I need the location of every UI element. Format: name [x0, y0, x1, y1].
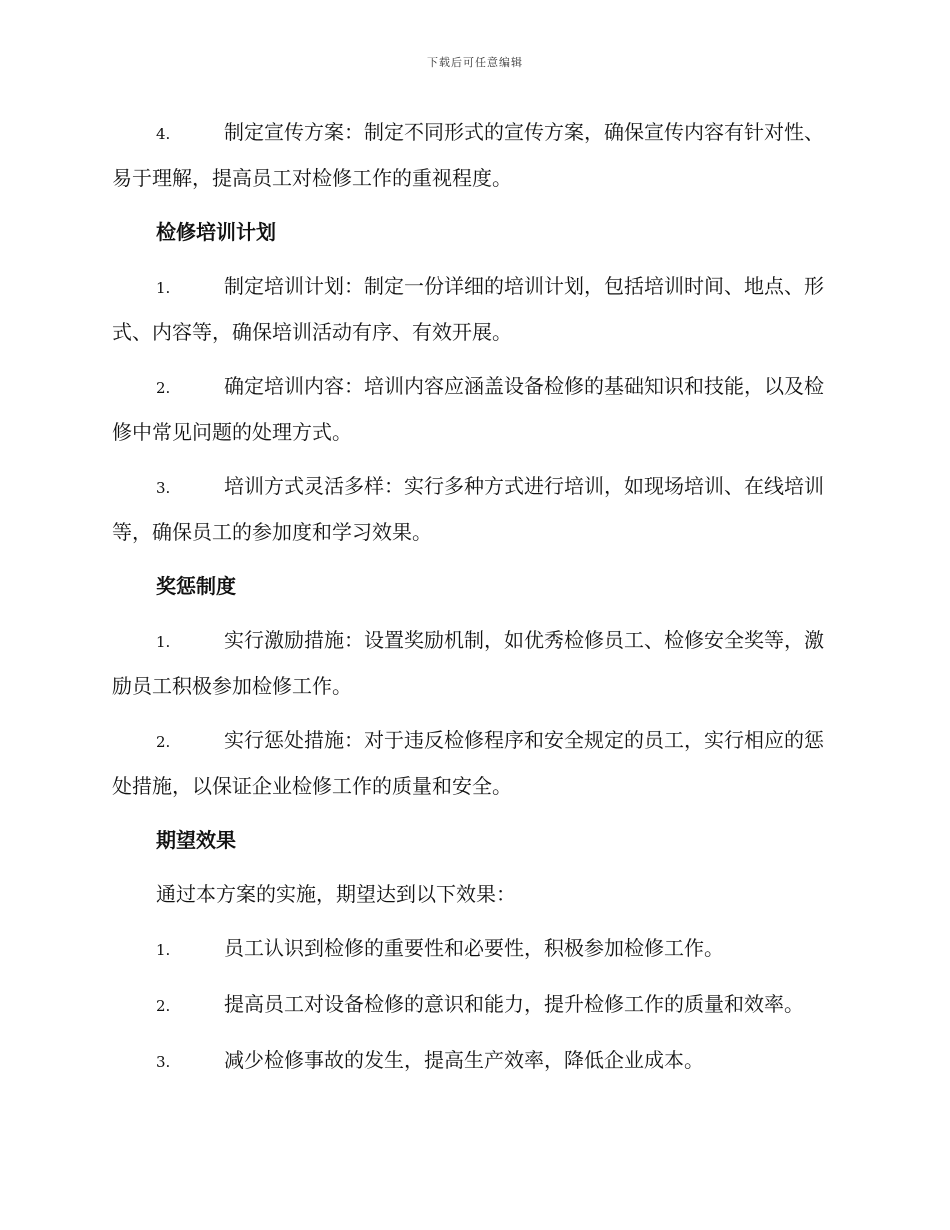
list-text: 实行激励措施：设置奖励机制，如优秀检修员工、检修安全奖等，激励员工积极参加检修工作。: [112, 628, 824, 698]
section-heading: 检修培训计划: [156, 220, 276, 244]
list-item: [112, 718, 838, 808]
list-text: 提高员工对设备检修的意识和能力，提升检修工作的质量和效率。: [224, 992, 804, 1016]
list-text: 制定宣传方案：制定不同形式的宣传方案，确保宣传内容有针对性、易于理解，提高员工对检修工作的重视程度。: [112, 120, 824, 190]
list-text: 实行惩处措施：对于违反检修程序和安全规定的员工，实行相应的惩处措施，以保证企业检修工作的质量和安全。: [112, 728, 824, 798]
list-text: 制定培训计划：制定一份详细的培训计划，包括培训时间、地点、形式、内容等，确保培训活动有序、有效开展。: [112, 274, 824, 344]
list-item: [112, 364, 838, 454]
list-number: 2.: [156, 733, 171, 751]
list-item: [112, 110, 838, 200]
section-heading: 奖惩制度: [156, 574, 236, 598]
list-text: 员工认识到检修的重要性和必要性，积极参加检修工作。: [224, 936, 724, 960]
list-text: 培训方式灵活多样：实行多种方式进行培训，如现场培训、在线培训等，确保员工的参加度和学习效果。: [112, 474, 824, 544]
list-number: 3.: [156, 479, 171, 497]
document-body: [112, 110, 838, 1094]
list-number: 2.: [156, 379, 171, 397]
list-item: [112, 464, 838, 554]
list-number: 1.: [156, 633, 171, 651]
page-header: 下载后可任意编辑: [427, 56, 523, 69]
paragraph: 通过本方案的实施，期望达到以下效果：: [156, 882, 516, 906]
list-item: [112, 926, 838, 972]
list-number: 4.: [156, 125, 171, 143]
list-item: [112, 982, 838, 1028]
list-item: [112, 618, 838, 708]
list-item: [112, 264, 838, 354]
list-number: 1.: [156, 279, 171, 297]
list-text: 减少检修事故的发生，提高生产效率，降低企业成本。: [224, 1048, 704, 1072]
list-number: 2.: [156, 997, 171, 1015]
list-item: [112, 1038, 838, 1084]
section-heading: 期望效果: [156, 828, 236, 852]
list-number: 1.: [156, 941, 171, 959]
list-text: 确定培训内容：培训内容应涵盖设备检修的基础知识和技能，以及检修中常见问题的处理方式。: [112, 374, 824, 444]
list-number: 3.: [156, 1053, 171, 1071]
